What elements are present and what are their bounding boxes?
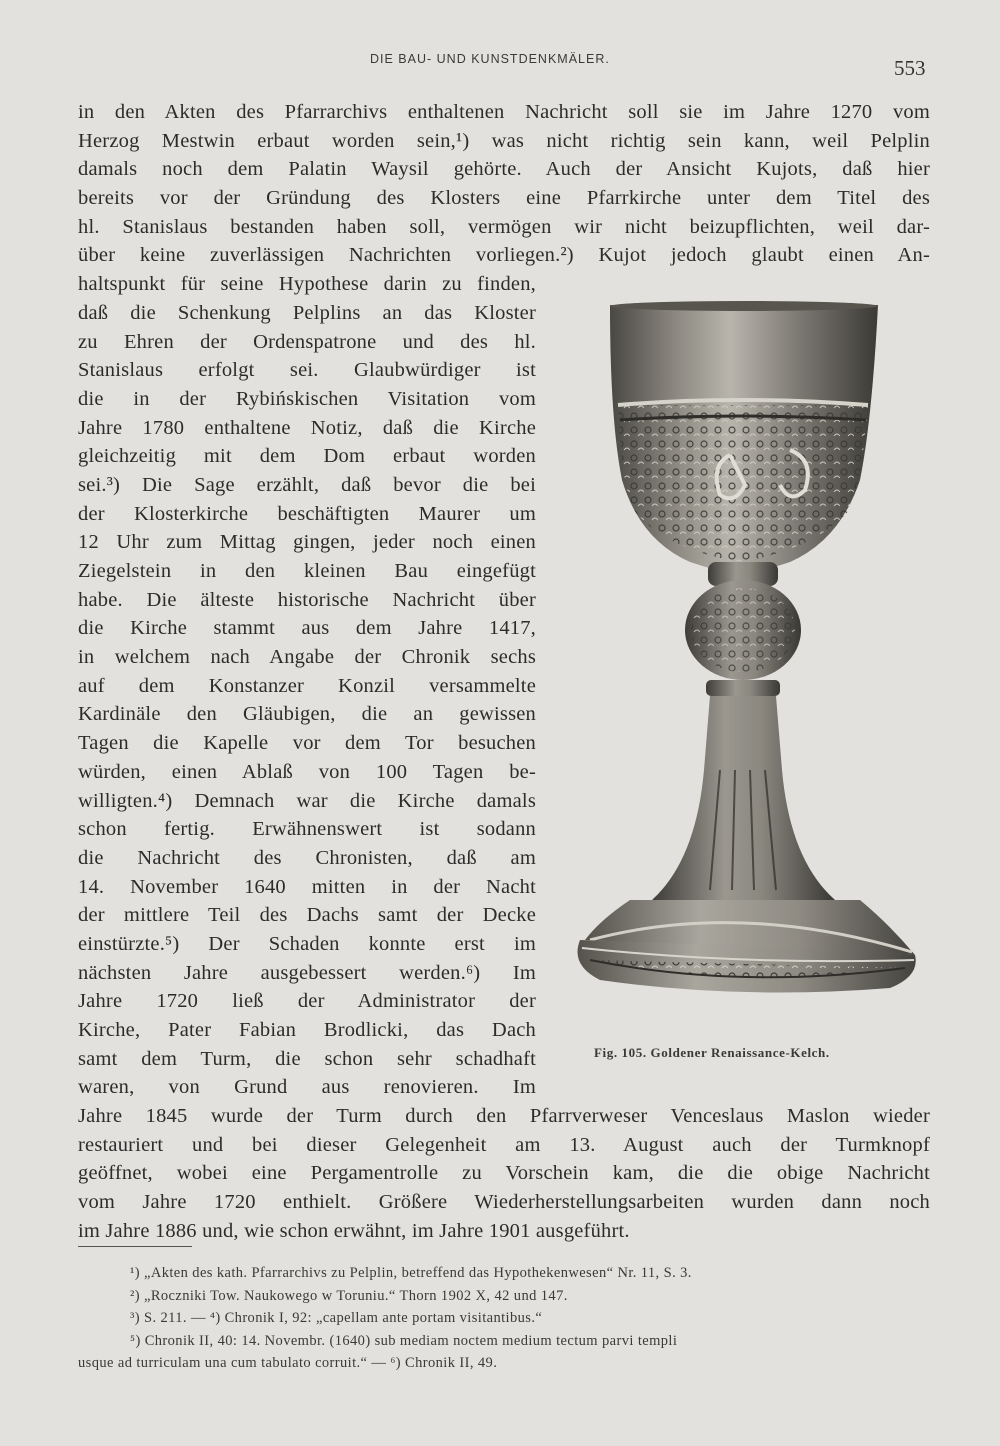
text-line: Tagen die Kapelle vor dem Tor besuchen <box>78 732 536 755</box>
text-line: die Nachricht des Chronisten, daß am <box>78 846 536 869</box>
text-line: Jahre 1780 enthaltene Notiz, daß die Kirche <box>78 416 536 439</box>
text-line: vom Jahre 1720 enthielt. Größere Wiederherstellungsarbeiten wurden dann noch <box>78 1191 930 1214</box>
text-line: im Jahre 1886 und, wie schon erwähnt, im Jahre 1901 ausgeführt. <box>78 1219 630 1242</box>
text-line: der mittlere Teil des Dachs samt der Decke <box>78 904 536 927</box>
footnote: usque ad turriculam una cum tabulato corruit.“ — ⁶) Chronik II, 49. <box>78 1355 498 1371</box>
text-line: sei.³) Die Sage erzählt, daß bevor die bei <box>78 473 536 496</box>
text-line: nächsten Jahre ausgebessert werden.⁶) Im <box>78 961 536 984</box>
text-line: schon fertig. Erwähnenswert ist sodann <box>78 818 536 841</box>
text-line: geöffnet, wobei eine Pergamentrolle zu Vorschein kam, die die obige Nachricht <box>78 1162 930 1185</box>
text-line: Ziegelstein in den kleinen Bau eingefügt <box>78 560 536 582</box>
footnotes <box>78 1262 918 1375</box>
text-line: 14. November 1640 mitten in der Nacht <box>78 875 536 898</box>
text-line: hl. Stanislaus bestanden haben soll, vermögen wir nicht beizupflichten, weil dar- <box>78 215 930 238</box>
text-line: Jahre 1845 wurde der Turm durch den Pfarrverweser Venceslaus Maslon wieder <box>78 1105 930 1128</box>
text-line: Herzog Mestwin erbaut worden sein,¹) was nicht richtig sein kann, weil Pelplin <box>78 129 930 152</box>
text-line: waren, von Grund aus renovieren. Im <box>78 1076 536 1099</box>
text-line: die in der Rybińskischen Visitation vom <box>78 387 536 410</box>
text-line: in den Akten des Pfarrarchivs enthaltenen Nachricht soll sie im Jahre 1270 vom <box>78 101 930 123</box>
text-line: Jahre 1720 ließ der Administrator der <box>78 990 536 1013</box>
chalice-image <box>560 300 920 1000</box>
footnote: ¹) „Akten des kath. Pfarrarchivs zu Pelplin, betreffend das Hypothekenwesen“ Nr. 11, S. 3. <box>130 1265 692 1281</box>
text-line: haltspunkt für seine Hypothese darin zu finden, <box>78 273 536 296</box>
figure-caption: Fig. 105. Goldener Renaissance-Kelch. <box>594 1045 830 1060</box>
text-line: damals noch dem Palatin Waysil gehörte. Auch der Ansicht Kujots, daß hier <box>78 158 930 181</box>
text-line: bereits vor der Gründung des Klosters eine Pfarrkirche unter dem Titel des <box>78 187 930 210</box>
text-line: samt dem Turm, die schon sehr schadhaft <box>78 1047 536 1070</box>
text-line: in welchem nach Angabe der Chronik sechs <box>78 646 536 669</box>
page-number: 553 <box>894 56 926 80</box>
text-line: die Kirche stammt aus dem Jahre 1417, <box>78 617 536 640</box>
text-line: daß die Schenkung Pelplins an das Kloster <box>78 301 536 324</box>
text-line: zu Ehren der Ordenspatrone und des hl. <box>78 330 536 353</box>
text-line: einstürzte.⁵) Der Schaden konnte erst im <box>78 932 536 955</box>
chalice-figure <box>560 300 920 1000</box>
text-line: Stanislaus erfolgt sei. Glaubwürdiger ist <box>78 359 536 382</box>
text-line: würden, einen Ablaß von 100 Tagen be- <box>78 760 536 783</box>
text-line: restauriert und bei dieser Gelegenheit am 13. August auch der Turmknopf <box>78 1133 930 1156</box>
text-line: Kirche, Pater Fabian Brodlicki, das Dach <box>78 1019 536 1041</box>
footnote-divider <box>78 1246 192 1247</box>
footnote: ⁵) Chronik II, 40: 14. Novembr. (1640) sub mediam noctem medium tectum parvi templi <box>130 1332 678 1349</box>
text-line: auf dem Konstanzer Konzil versammelte <box>78 674 536 697</box>
text-line: Kardinäle den Gläubigen, die an gewissen <box>78 703 536 726</box>
text-line: 12 Uhr zum Mittag gingen, jeder noch einen <box>78 531 536 554</box>
text-line: habe. Die älteste historische Nachricht über <box>78 588 536 611</box>
text-line: der Klosterkirche beschäftigten Maurer um <box>78 502 536 525</box>
running-title: DIE BAU- UND KUNSTDENKMÄLER. <box>370 52 610 66</box>
text-line: willigten.⁴) Demnach war die Kirche damals <box>78 789 536 812</box>
text-line: über keine zuverlässigen Nachrichten vorliegen.²) Kujot jedoch glaubt einen An- <box>78 244 930 267</box>
page-header <box>0 48 1000 88</box>
text-line: gleichzeitig mit dem Dom erbaut worden <box>78 445 536 468</box>
footnote: ²) „Roczniki Tow. Naukowego w Toruniu.“ Thorn 1902 X, 42 und 147. <box>130 1287 568 1304</box>
footnote: ³) S. 211. — ⁴) Chronik I, 92: „capellam ante portam visitantibus.“ <box>130 1310 543 1326</box>
